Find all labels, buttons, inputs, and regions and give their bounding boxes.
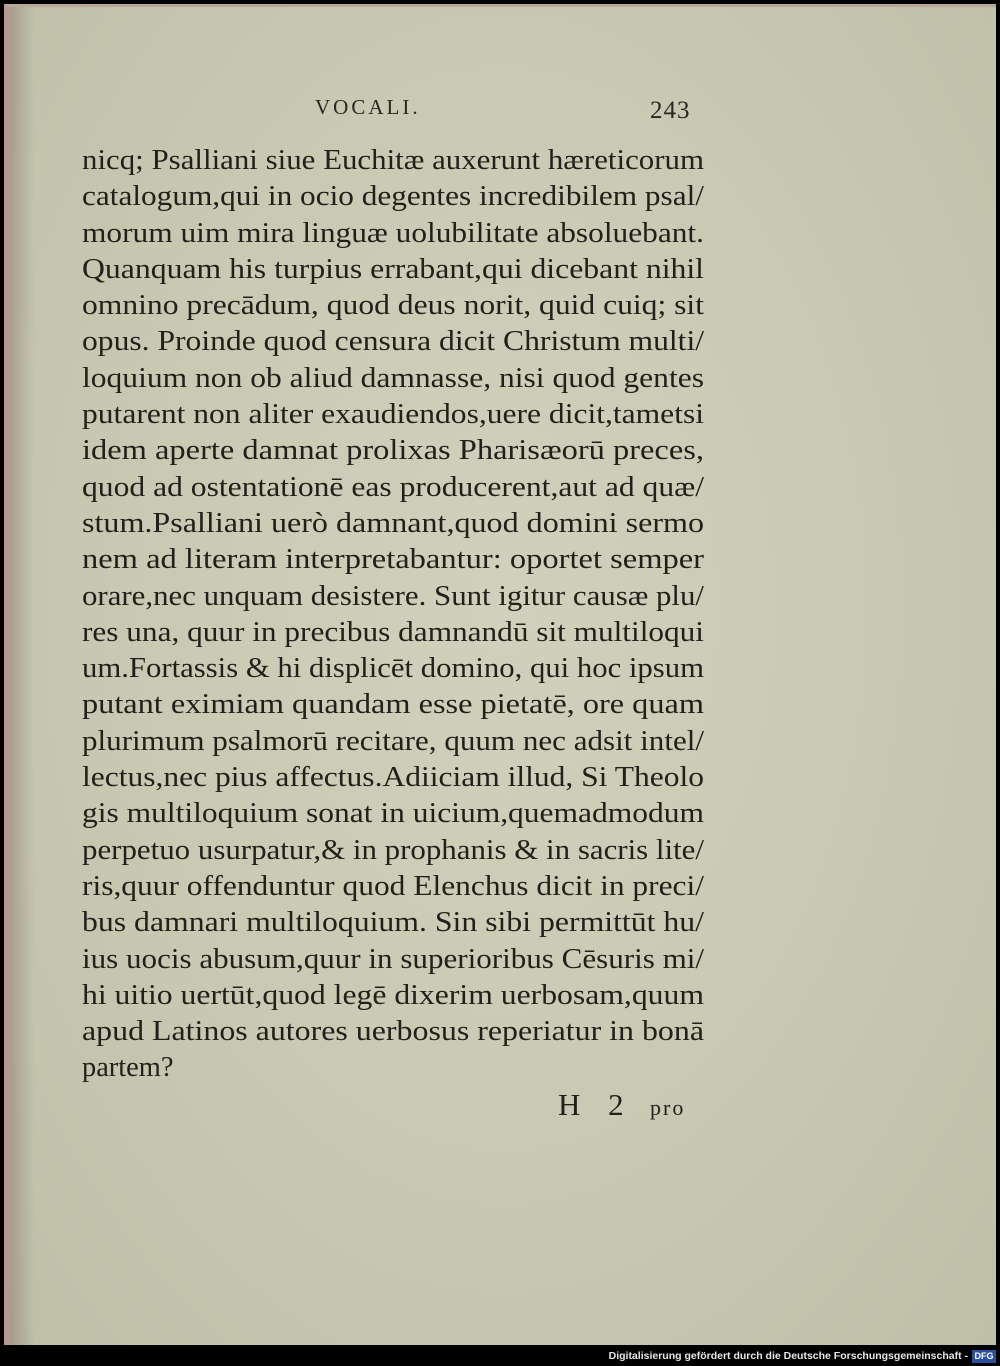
text-line: apud Latinos autores uerbosus reperiatur in bonā (82, 1016, 704, 1048)
text-line: gis multiloquium sonat in uicium,quemadmodum (82, 798, 704, 830)
text-line: stum.Psalliani uerò damnant,quod domini sermo (82, 507, 704, 539)
text-line: ris,quur offenduntur quod Elenchus dicit in preci/ (82, 870, 704, 902)
text-line: partem? (82, 1052, 174, 1084)
text-line: plurimum psalmorū recitare, quum nec adsit intel/ (82, 725, 704, 757)
text-line: morum uim mira linguæ uolubilitate absoluebant. (82, 217, 704, 249)
text-line: loquium non ob aliud damnasse, nisi quod gentes (82, 362, 704, 394)
page-foot (10, 1087, 996, 1127)
funding-credit: Digitalisierung gefördert durch die Deutsche Forschungsgemeinschaft - (608, 1350, 968, 1362)
text-line: orare,nec unquam desistere. Sunt igitur causæ plu/ (82, 580, 704, 612)
running-head: VOCALI. (315, 95, 421, 119)
text-line: putarent non aliter exaudiendos,uere dicit,tametsi (82, 399, 704, 431)
text-line: um.Fortassis & hi displicēt domino, qui hoc ipsum (82, 653, 704, 685)
page-number: 243 (650, 97, 691, 124)
page-header (10, 91, 996, 131)
footer-bar (0, 1349, 1000, 1366)
text-line: quod ad ostentationē eas producerent,aut ad quæ/ (82, 471, 704, 503)
text-line: ius uocis abusum,quur in superioribus Cēsuris mi/ (82, 943, 704, 975)
text-line: opus. Proinde quod censura dicit Christum multi/ (82, 326, 704, 358)
text-line: lectus,nec pius affectus.Adiiciam illud, Si Theolo (82, 762, 704, 794)
page-gutter-shadow (10, 7, 34, 1345)
book-page (4, 4, 996, 1345)
text-line: idem aperte damnat prolixas Pharisæorū preces, (82, 435, 704, 467)
text-line: nem ad literam interpretabantur: oportet semper (82, 544, 704, 576)
dfg-logo-icon: DFG (972, 1350, 996, 1363)
text-line: Quanquam his turpius errabant,qui dicebant nihil (82, 253, 704, 285)
text-line: perpetuo usurpatur,& in prophanis & in sacris lite/ (82, 834, 704, 866)
body-text (82, 143, 707, 1087)
text-line: hi uitio uertūt,quod legē dixerim uerbosam,quum (82, 979, 704, 1011)
text-line: bus damnari multiloquium. Sin sibi permittūt hu/ (82, 907, 704, 939)
text-line: nicq; Psalliani siue Euchitæ auxerunt hæreticorum (82, 145, 704, 176)
text-line: res una, quur in precibus damnandū sit multiloqui (82, 616, 704, 648)
signature-mark: H 2 (558, 1087, 634, 1122)
catchword: pro (650, 1095, 686, 1120)
text-line: catalogum,qui in ocio degentes incredibilem psal/ (82, 181, 704, 213)
text-line: putant eximiam quandam esse pietatē, ore quam (82, 689, 704, 721)
text-line: omnino precādum, quod deus norit, quid cuiq; sit (82, 290, 704, 322)
